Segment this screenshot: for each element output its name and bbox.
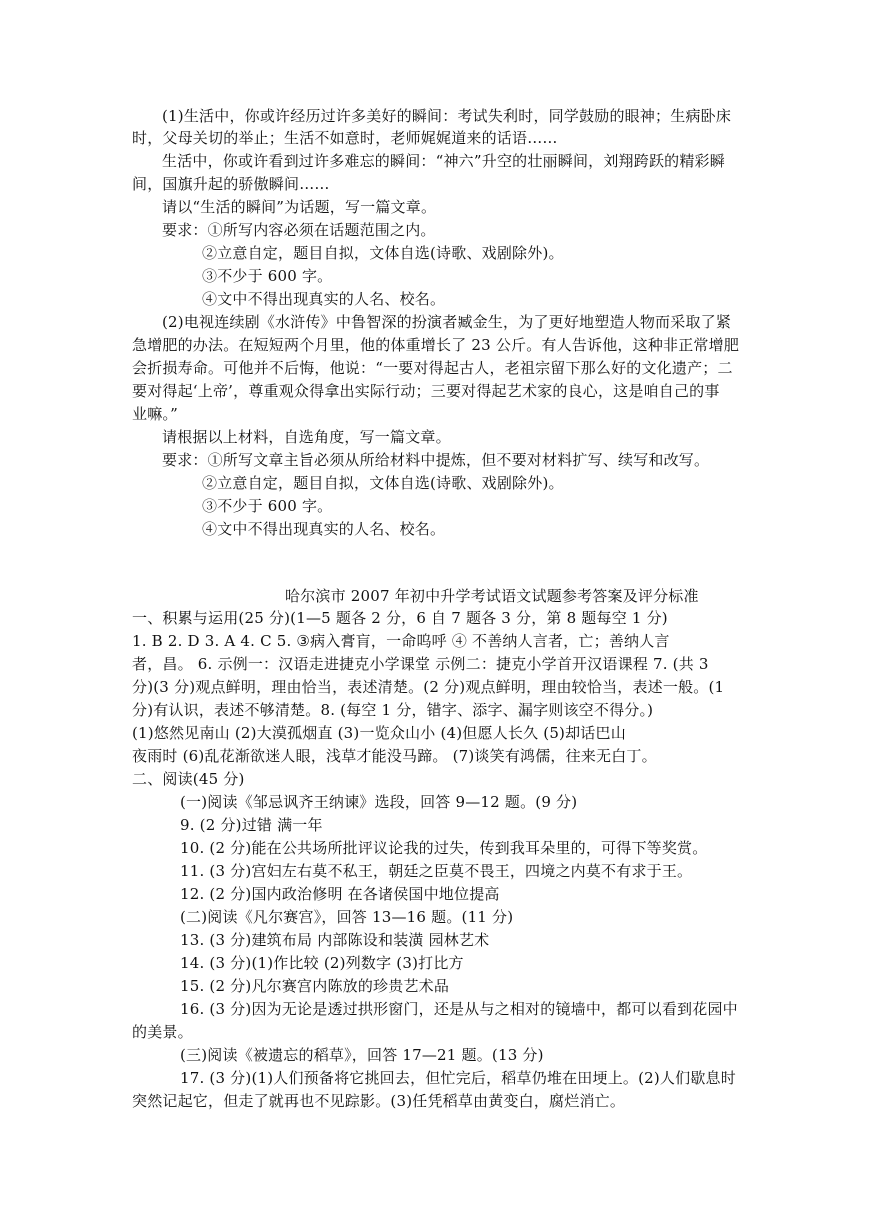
answer-line: 14. (3 分)(1)作比较 (2)列数字 (3)打比方 — [180, 954, 464, 972]
answer-line: 17. (3 分)(1)人们预备将它挑回去，但忙完后，稻草仍堆在田埂上。(2)人们歇息时 — [180, 1069, 736, 1087]
essay-q2-requirement: ④文中不得出现真实的人名、校名。 — [202, 520, 446, 538]
section-heading: 二、阅读(45 分) — [132, 770, 245, 788]
answer-line: (1)悠然见南山 (2)大漠孤烟直 (3)一览众山小 (4)但愿人长久 (5)却话巴山 — [132, 724, 626, 742]
answer-line: 15. (2 分)凡尔赛宫内陈放的珍贵艺术品 — [180, 977, 450, 995]
essay-q2-line: (2)电视连续剧《水浒传》中鲁智深的扮演者臧金生，为了更好地塑造人物而采取了紧 — [162, 313, 732, 331]
essay-q1-requirement: 要求：①所写内容必须在话题范围之内。 — [162, 221, 436, 239]
essay-q1-line: 生活中，你或许看到过许多难忘的瞬间：“神六”升空的壮丽瞬间，刘翔跨跃的精彩瞬 — [162, 152, 725, 170]
essay-q1-prompt: 请以“生活的瞬间”为话题，写一篇文章。 — [162, 198, 437, 216]
essay-q1-line: 时，父母关切的举止；生活不如意时，老师娓娓道来的话语…… — [132, 129, 558, 147]
answer-line: 夜雨时 (6)乱花渐欲迷人眼，浅草才能没马蹄。 (7)谈笑有鸿儒，往来无白丁。 — [132, 747, 657, 765]
essay-q2-prompt: 请根据以上材料，自选角度，写一篇文章。 — [162, 428, 451, 446]
essay-q2-requirement: ③不少于 600 字。 — [202, 497, 333, 515]
answer-line: 13. (3 分)建筑布局 内部陈设和装潢 园林艺术 — [180, 931, 490, 949]
answer-line: 16. (3 分)因为无论是透过拱形窗门，还是从与之相对的镜墙中，都可以看到花园中 — [180, 1000, 738, 1018]
answer-line: 9. (2 分)过错 满一年 — [180, 816, 323, 834]
essay-q2-line: 业嘛。” — [132, 405, 178, 423]
essay-q1-line: (1)生活中，你或许经历过许多美好的瞬间：考试失利时，同学鼓励的眼神；生病卧床 — [162, 107, 732, 125]
essay-q2-requirement: ②立意自定，题目自拟，文体自选(诗歌、戏剧除外)。 — [202, 474, 564, 492]
essay-q2-line: 会折损寿命。可他并不后悔，他说：“一要对得起古人，老祖宗留下那么好的文化遗产；二 — [132, 359, 733, 377]
reading-heading: (二)阅读《凡尔赛宫》，回答 13—16 题。(11 分) — [180, 908, 514, 926]
section-heading: 一、积累与运用(25 分)(1—5 题各 2 分，6 自 7 题各 3 分，第 8 题每空 1 分) — [132, 609, 668, 627]
answer-line: 分)(3 分)观点鲜明，理由恰当，表述清楚。(2 分)观点鲜明，理由较恰当，表述一般。(1 — [132, 678, 725, 696]
essay-q2-line: 要对得起‘上帝’，尊重观众得拿出实际行动；三要对得起艺术家的良心，这是咱自己的事 — [132, 382, 720, 400]
answer-line: 的美景。 — [132, 1023, 193, 1041]
essay-q2-line: 急增肥的办法。在短短两个月里，他的体重增长了 23 公斤。有人告诉他，这种非正常增肥 — [132, 336, 740, 354]
essay-q1-line: 间，国旗升起的骄傲瞬间…… — [132, 175, 330, 193]
reading-heading: (一)阅读《邹忌讽齐王纳谏》选段，回答 9—12 题。(9 分) — [180, 793, 578, 811]
essay-q2-requirement: 要求：①所写文章主旨必须从所给材料中提炼，但不要对材料扩写、续写和改写。 — [162, 451, 710, 469]
reading-heading: (三)阅读《被遗忘的稻草》，回答 17—21 题。(13 分) — [180, 1046, 544, 1064]
answer-line: 者，昌。 6. 示例一：汉语走进捷克小学课堂 示例二：捷克小学首开汉语课程 7. (共 3 — [132, 655, 709, 673]
answer-line: 突然记起它，但走了就再也不见踪影。(3)任凭稻草由黄变白，腐烂消亡。 — [132, 1092, 626, 1110]
answer-line: 11. (3 分)宫妇左右莫不私王，朝廷之臣莫不畏王，四境之内莫不有求于王。 — [180, 862, 693, 880]
essay-q1-requirement: ②立意自定，题目自拟，文体自选(诗歌、戏剧除外)。 — [202, 244, 564, 262]
answer-line: 12. (2 分)国内政治修明 在各诸侯国中地位提高 — [180, 885, 500, 903]
essay-q1-requirement: ④文中不得出现真实的人名、校名。 — [202, 290, 446, 308]
answer-line: 10. (2 分)能在公共场所批评议论我的过失，传到我耳朵里的，可得下等奖赏。 — [180, 839, 708, 857]
answer-line: 1. B 2. D 3. A 4. C 5. ③病入膏肓，一命呜呼 ④ 不善纳人言者，亡；善纳人言 — [132, 632, 670, 650]
answer-key-title: 哈尔滨市 2007 年初中升学考试语文试题参考答案及评分标准 — [285, 587, 699, 605]
essay-q1-requirement: ③不少于 600 字。 — [202, 267, 333, 285]
answer-line: 分)有认识，表述不够清楚。8. (每空 1 分，错字、添字、漏字则该空不得分。) — [132, 701, 654, 719]
